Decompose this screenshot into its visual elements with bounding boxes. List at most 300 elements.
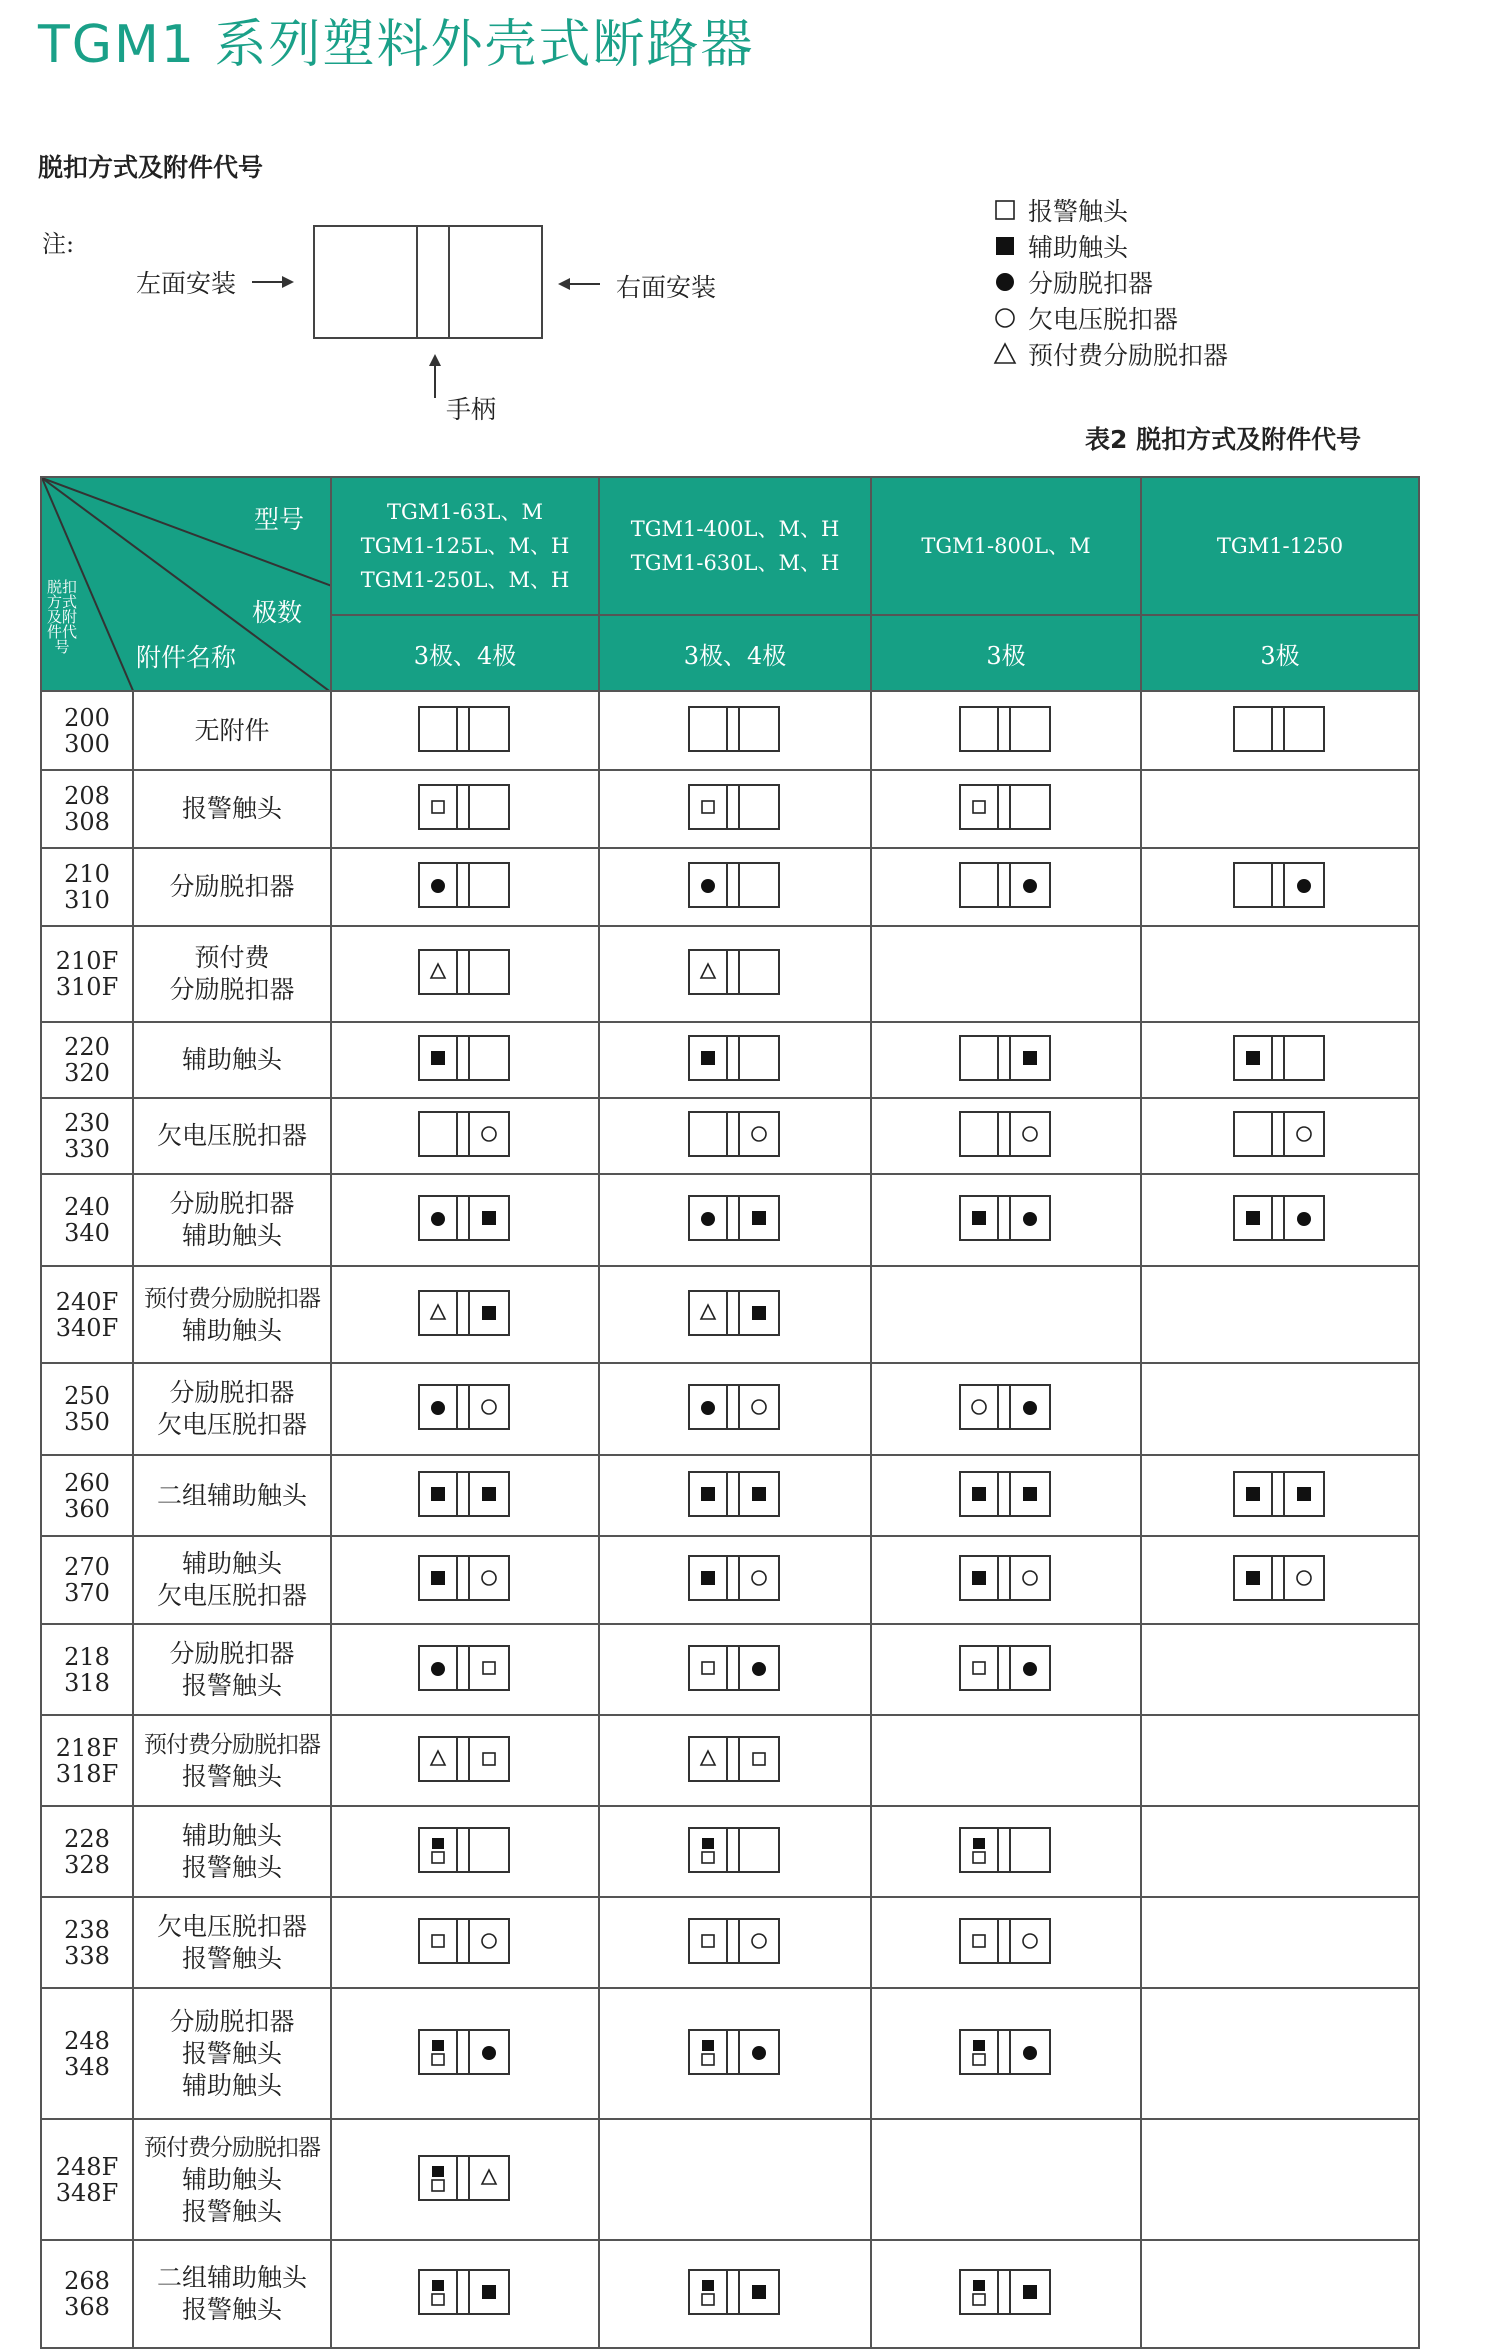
code-value: 240 [64,1193,110,1221]
breaker-layout-icon [687,1469,783,1519]
auxiliary-contact-icon [752,1211,766,1225]
code-value: 228 [64,1824,110,1853]
code-cell [41,1988,133,2119]
accessory-name-cell [133,2240,331,2348]
model-name: TGM1-630L、M、H [630,551,840,575]
accessory-name: 辅助触头 [181,1820,282,1850]
code-value: 220 [64,1033,110,1061]
alarm-contact-icon [432,2294,444,2305]
layout-cell [331,2119,599,2240]
code-cell [41,770,133,848]
table-row [41,1624,1419,1715]
layout-cell [599,1363,871,1455]
shunt-release-icon [996,273,1014,291]
shunt-release-icon [431,879,445,893]
layout-cell [331,1266,599,1363]
legend-label: 报警触头 [1028,197,1129,226]
auxiliary-contact-icon [432,2040,444,2051]
layout-cell [871,1174,1141,1266]
accessory-name: 预付费 [194,943,270,972]
corner-code-label: 脱扣方式及附件代号 [46,578,77,656]
alarm-contact-icon [702,2294,714,2305]
auxiliary-contact-icon [996,237,1014,255]
layout-cell [331,691,599,770]
shunt-release-icon [1023,1212,1037,1226]
accessory-code-table [40,476,1420,2349]
undervoltage-release-icon [990,305,1020,331]
accessory-name: 分励脱扣器 [169,872,295,901]
prepaid-shunt-release-icon [431,964,445,978]
code-value: 210F [55,947,119,975]
code-value: 300 [64,729,110,758]
auxiliary-contact-icon [990,233,1020,259]
accessory-name: 报警触头 [181,1670,282,1700]
undervoltage-release-icon [752,1127,766,1141]
layout-cell [1141,1897,1419,1988]
code-cell [41,1624,133,1715]
undervoltage-release-icon [752,1571,766,1585]
legend-item [990,192,1228,228]
layout-cell [1141,1715,1419,1806]
layout-cell [871,1715,1141,1806]
auxiliary-contact-icon [432,2166,444,2177]
auxiliary-contact-icon [482,1306,496,1320]
breaker-layout-icon [687,1193,783,1243]
corner-poles-label: 极数 [252,598,303,627]
model-header-cell [1141,477,1419,615]
legend-label: 预付费分励脱扣器 [1028,341,1229,370]
code-cell [41,848,133,926]
layout-cell [599,1098,871,1174]
accessory-name: 无附件 [194,715,270,745]
breaker-layout-icon [687,704,783,754]
layout-cell [331,1897,599,1988]
right-arrow-icon [252,281,292,283]
section-title: 脱扣方式及附件代号 [38,153,264,182]
shunt-release-icon [1297,1212,1311,1226]
layout-cell [1141,2240,1419,2348]
accessory-name: 分励脱扣器 [169,2006,295,2036]
auxiliary-contact-icon [702,2040,714,2051]
auxiliary-contact-icon [1246,1051,1260,1065]
layout-cell [599,1988,871,2119]
alarm-contact-icon [432,1852,444,1863]
auxiliary-contact-icon [431,1051,445,1065]
auxiliary-contact-icon [1023,1051,1037,1065]
auxiliary-contact-icon [752,2285,766,2299]
table-row [41,1455,1419,1536]
auxiliary-contact-icon [482,1487,496,1501]
layout-cell [1141,1363,1419,1455]
code-value: 250 [64,1382,110,1410]
poles-header-cell: 3极、4极 [599,615,871,691]
auxiliary-contact-icon [701,1487,715,1501]
layout-cell [331,1806,599,1897]
layout-cell [1141,1022,1419,1098]
undervoltage-release-icon [1023,1571,1037,1585]
alarm-contact-icon [753,1753,765,1765]
right-install-label: 右面安装 [616,273,717,302]
breaker-layout-icon [417,1734,513,1784]
breaker-layout-icon [417,1382,513,1432]
table-row [41,1174,1419,1266]
accessory-name: 欠电压脱扣器 [156,1581,307,1610]
poles-header-cell: 3极 [871,615,1141,691]
alarm-contact-icon [483,1662,495,1674]
breaker-layout-icon [417,1916,513,1966]
accessory-name: 辅助触头 [181,1315,282,1345]
undervoltage-release-icon [1023,1934,1037,1948]
breaker-layout-icon [417,1033,513,1083]
breaker-layout-icon [958,1916,1054,1966]
breaker-layout-icon [958,860,1054,910]
legend-label: 辅助触头 [1028,233,1129,262]
accessory-name: 报警触头 [181,2295,282,2324]
code-value: 248F [55,2152,119,2181]
accessory-name-cell [133,1897,331,1988]
code-value: 238 [64,1915,110,1944]
alarm-contact-icon [973,801,985,813]
breaker-layout-icon [1232,704,1328,754]
breaker-layout-icon [1232,1193,1328,1243]
breaker-layout-icon [958,1109,1054,1159]
accessory-name-cell [133,770,331,848]
model-header-cell [331,477,599,615]
accessory-name-cell [133,1624,331,1715]
alarm-contact-icon [702,1662,714,1674]
layout-cell [1141,1536,1419,1624]
layout-cell [599,848,871,926]
code-value: 310F [55,973,119,1001]
breaker-diagram [313,225,543,339]
breaker-layout-icon [687,2267,783,2317]
undervoltage-release-icon [752,1934,766,1948]
table-row [41,1536,1419,1624]
auxiliary-contact-icon [752,1487,766,1501]
breaker-layout-icon [1232,1553,1328,1603]
auxiliary-contact-icon [1023,2285,1037,2299]
layout-cell [871,691,1141,770]
auxiliary-contact-icon [972,1487,986,1501]
alarm-contact-icon [432,801,444,813]
code-value: 310 [64,886,110,914]
corner-accessory-label: 附件名称 [136,643,237,672]
shunt-release-icon [752,2046,766,2060]
table-row [41,1363,1419,1455]
layout-cell [1141,1455,1419,1536]
accessory-name: 报警触头 [181,2196,282,2226]
model-name: TGM1-125L、M、H [360,534,570,558]
code-cell [41,1174,133,1266]
shunt-release-icon [1023,1401,1037,1415]
undervoltage-release-icon [752,1400,766,1414]
auxiliary-contact-icon [973,2040,985,2051]
breaker-layout-icon [687,1825,783,1875]
breaker-layout-icon [958,1033,1054,1083]
prepaid-shunt-release-icon [701,1751,715,1765]
symbol-legend [990,192,1228,372]
breaker-layout-icon [417,1553,513,1603]
auxiliary-contact-icon [1246,1211,1260,1225]
breaker-layout-icon [958,2027,1054,2077]
auxiliary-contact-icon [973,2280,985,2291]
accessory-name-cell [133,1098,331,1174]
breaker-layout-icon [417,1469,513,1519]
layout-cell [1141,848,1419,926]
layout-cell [331,2240,599,2348]
code-value: 368 [64,2293,110,2321]
accessory-name: 分励脱扣器 [169,1189,295,1218]
breaker-layout-icon [958,1643,1054,1693]
accessory-name-cell [133,1174,331,1266]
code-value: 338 [64,1941,110,1970]
breaker-layout-icon [958,1469,1054,1519]
table-row [41,848,1419,926]
layout-cell [599,1174,871,1266]
alarm-contact-icon [973,1662,985,1674]
layout-cell [331,770,599,848]
code-value: 200 [64,703,110,732]
accessory-name-cell [133,2119,331,2240]
auxiliary-contact-icon [482,1211,496,1225]
prepaid-shunt-release-icon [431,1751,445,1765]
auxiliary-contact-icon [1297,1487,1311,1501]
accessory-name: 辅助触头 [181,2070,282,2100]
code-value: 218F [55,1733,119,1762]
layout-cell [599,691,871,770]
shunt-release-icon [752,1662,766,1676]
breaker-layout-icon [687,1916,783,1966]
table-row [41,1098,1419,1174]
breaker-layout-icon [417,1109,513,1159]
code-cell [41,1363,133,1455]
auxiliary-contact-icon [432,1838,444,1849]
prepaid-shunt-release-icon [990,341,1020,367]
layout-cell [871,1806,1141,1897]
poles-header-cell: 3极 [1141,615,1419,691]
model-header-cell [871,477,1141,615]
prepaid-shunt-release-icon [701,1305,715,1319]
breaker-layout-icon [417,860,513,910]
layout-cell [331,1624,599,1715]
accessory-name: 辅助触头 [181,1549,282,1578]
layout-cell [599,1536,871,1624]
breaker-layout-icon [417,2267,513,2317]
alarm-contact-icon [432,2054,444,2065]
shunt-release-icon [1297,879,1311,893]
auxiliary-contact-icon [702,1838,714,1849]
table-row [41,1715,1419,1806]
layout-cell [1141,770,1419,848]
accessory-name: 欠电压脱扣器 [156,1121,307,1150]
model-name: TGM1-250L、M、H [360,568,570,592]
legend-item [990,336,1228,372]
legend-item [990,228,1228,264]
auxiliary-contact-icon [482,2285,496,2299]
left-arrow-icon [560,283,600,285]
accessory-name: 二组辅助触头 [156,1480,307,1510]
layout-cell [1141,1988,1419,2119]
accessory-name: 辅助触头 [181,1045,282,1074]
model-header-cell [599,477,871,615]
code-cell [41,1806,133,1897]
accessory-name-cell [133,1022,331,1098]
left-install-label: 左面安装 [136,269,237,298]
alarm-contact-icon [702,1935,714,1947]
table-row [41,1022,1419,1098]
code-value: 348F [55,2178,119,2207]
table-row [41,1897,1419,1988]
alarm-contact-icon [432,1935,444,1947]
accessory-name: 欠电压脱扣器 [156,1410,307,1439]
auxiliary-contact-icon [702,2280,714,2291]
breaker-layout-icon [687,1109,783,1159]
layout-cell [871,1363,1141,1455]
layout-cell [1141,926,1419,1022]
alarm-contact-icon [432,2180,444,2191]
shunt-release-icon [431,1662,445,1676]
breaker-layout-icon [1232,1033,1328,1083]
accessory-name-cell [133,691,331,770]
alarm-contact-icon [702,1852,714,1863]
layout-cell [871,926,1141,1022]
layout-cell [599,1806,871,1897]
shunt-release-icon [701,879,715,893]
corner-model-label: 型号 [254,505,305,534]
table-row [41,1266,1419,1363]
layout-cell [1141,1266,1419,1363]
alarm-contact-icon [483,1753,495,1765]
table-row [41,2119,1419,2240]
code-value: 318F [55,1759,119,1788]
layout-cell [1141,1624,1419,1715]
legend-item [990,300,1228,336]
accessory-name: 报警触头 [181,1943,282,1973]
breaker-layout-icon [687,1553,783,1603]
handle-label: 手柄 [446,395,497,424]
alarm-contact-icon [996,201,1014,219]
layout-cell [871,1897,1141,1988]
code-value: 318 [64,1668,110,1697]
auxiliary-contact-icon [972,1571,986,1585]
accessory-name: 分励脱扣器 [169,1378,295,1407]
undervoltage-release-icon [1297,1127,1311,1141]
layout-cell [331,1098,599,1174]
code-cell [41,2119,133,2240]
code-cell [41,691,133,770]
auxiliary-contact-icon [752,1306,766,1320]
layout-cell [599,1266,871,1363]
code-cell [41,1266,133,1363]
accessory-name: 预付费分励脱扣器 [144,1285,320,1312]
layout-cell [871,2119,1141,2240]
auxiliary-contact-icon [1246,1571,1260,1585]
breaker-layout-icon [958,782,1054,832]
code-value: 320 [64,1059,110,1087]
table-corner-header [41,477,331,691]
breaker-layout-icon [687,782,783,832]
code-cell [41,2240,133,2348]
breaker-layout-icon [687,1033,783,1083]
layout-cell [599,770,871,848]
accessory-name-cell [133,848,331,926]
breaker-layout-icon [687,1734,783,1784]
breaker-layout-icon [417,2027,513,2077]
layout-cell [331,1455,599,1536]
breaker-layout-icon [1232,1469,1328,1519]
layout-cell [599,1715,871,1806]
code-value: 308 [64,808,110,836]
undervoltage-release-icon [482,1127,496,1141]
breaker-layout-icon [1232,860,1328,910]
code-cell [41,926,133,1022]
model-name: TGM1-400L、M、H [630,517,840,541]
layout-cell [331,1536,599,1624]
accessory-name: 预付费分励脱扣器 [144,1731,320,1758]
model-name: TGM1-1250 [1216,534,1344,558]
auxiliary-contact-icon [701,1051,715,1065]
shunt-release-icon [990,269,1020,295]
undervoltage-release-icon [482,1571,496,1585]
code-value: 370 [64,1579,110,1607]
code-value: 248 [64,2026,110,2055]
shunt-release-icon [1023,2046,1037,2060]
code-cell [41,1897,133,1988]
layout-cell [599,1022,871,1098]
undervoltage-release-icon [996,309,1014,327]
code-cell [41,1098,133,1174]
code-value: 340 [64,1219,110,1247]
accessory-name: 报警触头 [181,1852,282,1882]
breaker-layout-icon [417,1825,513,1875]
code-cell [41,1536,133,1624]
code-value: 360 [64,1494,110,1523]
alarm-contact-icon [973,2054,985,2065]
accessory-name: 辅助触头 [181,2164,282,2194]
layout-cell [599,2240,871,2348]
breaker-layout-icon [687,1643,783,1693]
table-row [41,2240,1419,2348]
accessory-name-cell [133,1455,331,1536]
accessory-name-cell [133,1266,331,1363]
breaker-layout-icon [958,1382,1054,1432]
code-value: 330 [64,1135,110,1163]
layout-cell [331,1363,599,1455]
layout-cell [599,2119,871,2240]
breaker-layout-icon [417,947,513,997]
accessory-name-cell [133,1988,331,2119]
accessory-name-cell [133,1715,331,1806]
code-value: 350 [64,1408,110,1436]
model-name: TGM1-800L、M [921,534,1091,558]
layout-cell [871,1455,1141,1536]
code-cell [41,1022,133,1098]
legend-label: 欠电压脱扣器 [1028,305,1179,334]
shunt-release-icon [701,1401,715,1415]
accessory-name-cell [133,926,331,1022]
auxiliary-contact-icon [701,1571,715,1585]
auxiliary-contact-icon [973,1838,985,1849]
accessory-name: 分励脱扣器 [169,975,295,1004]
code-value: 348 [64,2052,110,2081]
table-row [41,1806,1419,1897]
auxiliary-contact-icon [1023,1487,1037,1501]
model-name: TGM1-63L、M [387,500,543,524]
undervoltage-release-icon [1297,1571,1311,1585]
accessory-name: 二组辅助触头 [156,2263,307,2292]
breaker-layout-icon [958,1825,1054,1875]
legend-label: 分励脱扣器 [1028,269,1154,298]
